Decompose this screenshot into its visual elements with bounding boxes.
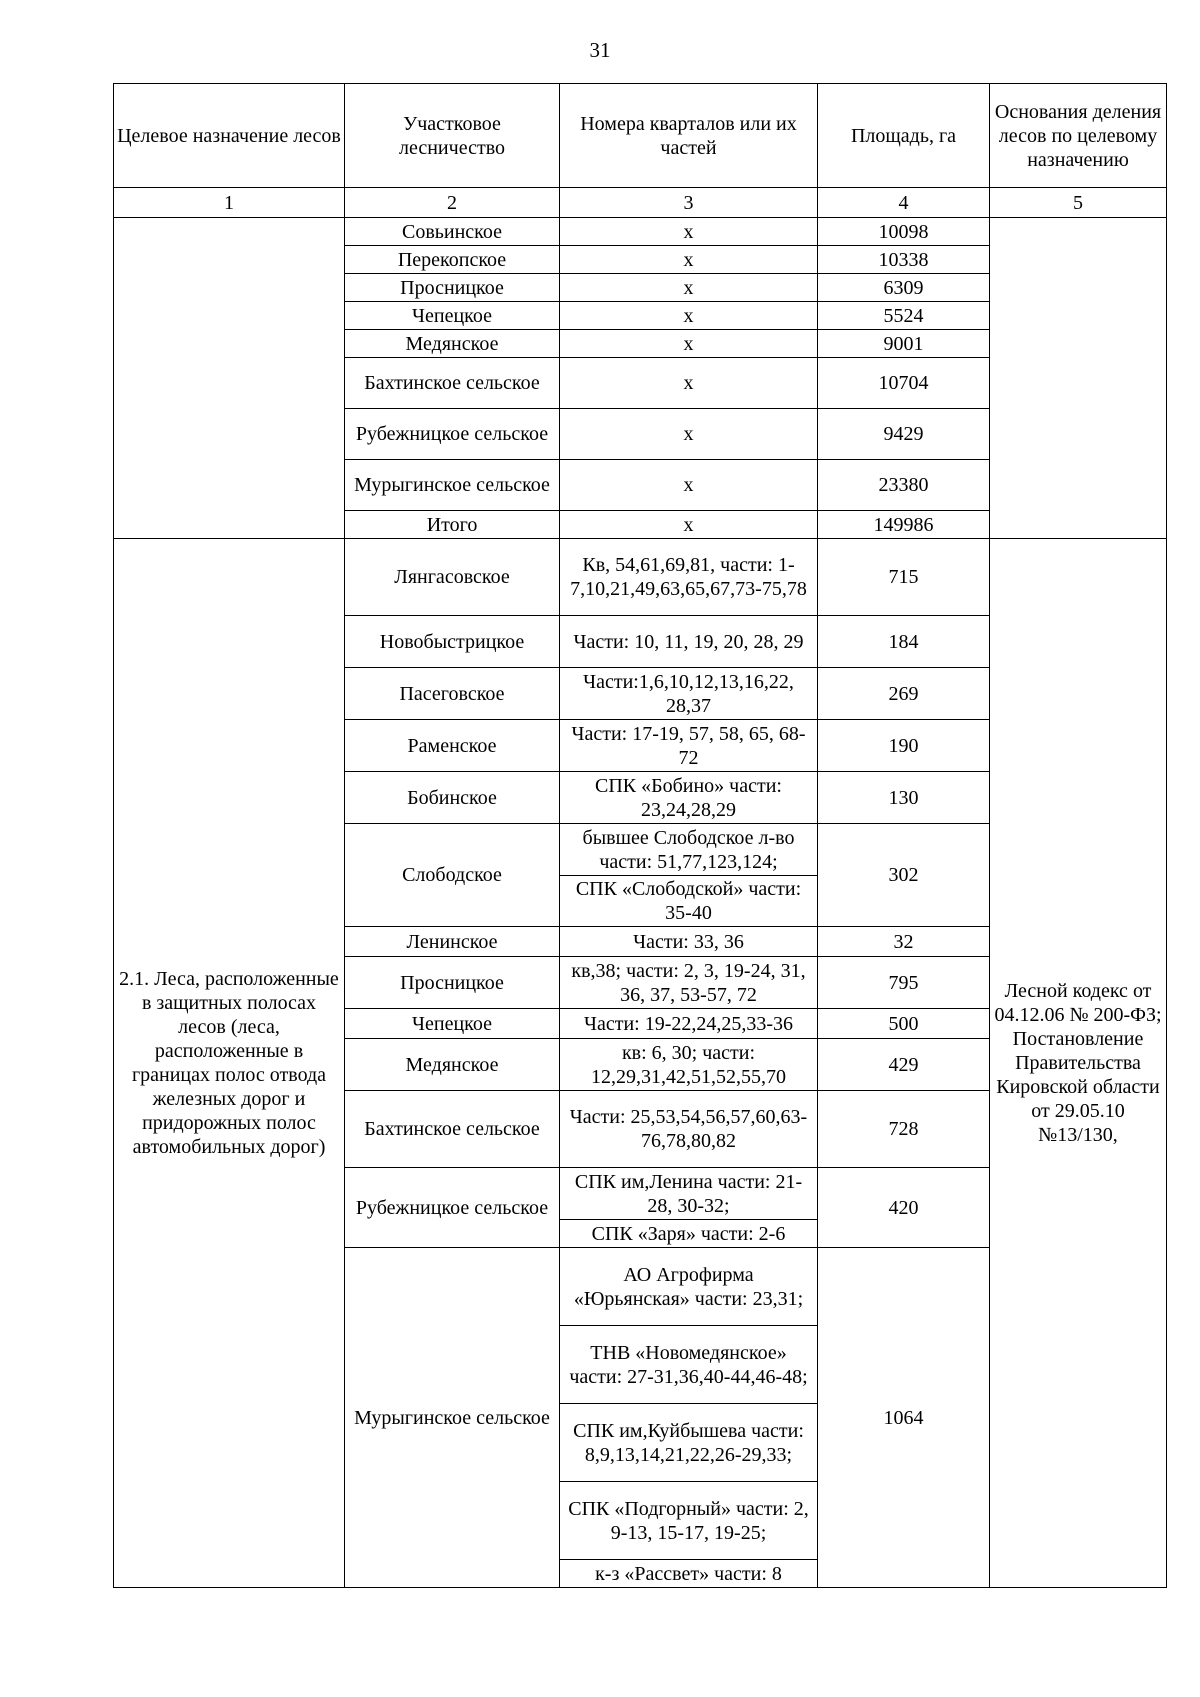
quarters-cell: x (560, 274, 818, 302)
quarters-cell: Кв, 54,61,69,81, части: 1-7,10,21,49,63,65,67,73-75,78 (560, 539, 818, 616)
total-label: Итого (345, 511, 560, 539)
quarters-cell: кв: 6, 30; части: 12,29,31,42,51,52,55,70 (560, 1039, 818, 1091)
area-cell: 302 (818, 824, 990, 927)
quarters-cell: x (560, 218, 818, 246)
area-cell: 9001 (818, 330, 990, 358)
forestry-cell: Бахтинское сельское (345, 1091, 560, 1168)
area-cell: 795 (818, 957, 990, 1009)
forestry-cell: Рубежницкое сельское (345, 409, 560, 460)
quarters-cell: Части: 33, 36 (560, 927, 818, 957)
quarters-cell: СПК «Подгорный» части: 2, 9-13, 15-17, 19-25; (560, 1482, 818, 1560)
basis-cell: Лесной кодекс от 04.12.06 № 200-ФЗ; Постановление Правительства Кировской области от 29.05.10 №13/130, (990, 539, 1167, 1588)
quarters-cell: Части: 25,53,54,56,57,60,63-76,78,80,82 (560, 1091, 818, 1168)
forestry-cell: Совьинское (345, 218, 560, 246)
area-cell: 1064 (818, 1248, 990, 1588)
forestry-cell: Медянское (345, 330, 560, 358)
quarters-cell: Части: 17-19, 57, 58, 65, 68-72 (560, 720, 818, 772)
column-header: Целевое назначение лесов (114, 84, 345, 188)
forestry-cell: Слободское (345, 824, 560, 927)
area-cell: 715 (818, 539, 990, 616)
forestry-cell: Чепецкое (345, 1009, 560, 1039)
quarters-cell: СПК «Бобино» части: 23,24,28,29 (560, 772, 818, 824)
area-cell: 10098 (818, 218, 990, 246)
area-cell: 32 (818, 927, 990, 957)
forestry-cell: Лянгасовское (345, 539, 560, 616)
quarters-cell: x (560, 358, 818, 409)
area-cell: 9429 (818, 409, 990, 460)
forest-purpose-table (113, 83, 1167, 1588)
quarters-cell: бывшее Слободское л-во части: 51,77,123,124; (560, 824, 818, 876)
table-row (114, 539, 1167, 616)
column-number: 4 (818, 188, 990, 218)
forestry-cell: Просницкое (345, 957, 560, 1009)
area-cell: 184 (818, 616, 990, 668)
forestry-cell: Новобыстрицкое (345, 616, 560, 668)
area-cell: 6309 (818, 274, 990, 302)
area-cell: 5524 (818, 302, 990, 330)
area-cell: 23380 (818, 460, 990, 511)
purpose-cell: 2.1. Леса, расположенные в защитных полосах лесов (леса, расположенные в границах полос отвода железных дорог и придорожных полос автомобильных дорог) (114, 539, 345, 1588)
forestry-cell: Перекопское (345, 246, 560, 274)
quarters-cell: СПК им,Куйбышева части: 8,9,13,14,21,22,26-29,33; (560, 1404, 818, 1482)
column-number: 2 (345, 188, 560, 218)
basis-cell-empty (990, 218, 1167, 539)
column-header: Номера кварталов или их частей (560, 84, 818, 188)
area-cell: 190 (818, 720, 990, 772)
quarters-cell: СПК «Заря» части: 2-6 (560, 1220, 818, 1248)
quarters-cell: СПК «Слободской» части: 35-40 (560, 876, 818, 927)
column-number: 3 (560, 188, 818, 218)
area-cell: 10704 (818, 358, 990, 409)
quarters-cell: x (560, 246, 818, 274)
area-cell: 728 (818, 1091, 990, 1168)
quarters-cell: к-з «Рассвет» части: 8 (560, 1560, 818, 1588)
forestry-cell: Раменское (345, 720, 560, 772)
quarters-cell: СПК им,Ленина части: 21-28, 30-32; (560, 1168, 818, 1220)
area-cell: 10338 (818, 246, 990, 274)
column-number: 1 (114, 188, 345, 218)
forestry-cell: Рубежницкое сельское (345, 1168, 560, 1248)
quarters-cell: Части: 19-22,24,25,33-36 (560, 1009, 818, 1039)
table-row (114, 218, 1167, 246)
quarters-cell: кв,38; части: 2, 3, 19-24, 31, 36, 37, 53-57, 72 (560, 957, 818, 1009)
quarters-cell: Части:1,6,10,12,13,16,22, 28,37 (560, 668, 818, 720)
column-header: Основания деления лесов по целевому назначению (990, 84, 1167, 188)
forestry-cell: Бобинское (345, 772, 560, 824)
column-number: 5 (990, 188, 1167, 218)
column-number-row (114, 188, 1167, 218)
quarters-cell: Части: 10, 11, 19, 20, 28, 29 (560, 616, 818, 668)
area-cell: 429 (818, 1039, 990, 1091)
area-cell: 269 (818, 668, 990, 720)
page-number: 31 (589, 38, 611, 62)
column-header: Участковое лесничество (345, 84, 560, 188)
quarters-cell: x (560, 409, 818, 460)
area-cell: 500 (818, 1009, 990, 1039)
area-cell: 420 (818, 1168, 990, 1248)
quarters-cell: x (560, 302, 818, 330)
forestry-cell: Просницкое (345, 274, 560, 302)
header-row (114, 84, 1167, 188)
quarters-cell: ТНВ «Новомедянское» части: 27-31,36,40-44,46-48; (560, 1326, 818, 1404)
total-quarters: x (560, 511, 818, 539)
forestry-cell: Мурыгинское сельское (345, 1248, 560, 1588)
forestry-cell: Пасеговское (345, 668, 560, 720)
purpose-cell-empty (114, 218, 345, 539)
area-cell: 130 (818, 772, 990, 824)
forestry-cell: Мурыгинское сельское (345, 460, 560, 511)
quarters-cell: x (560, 460, 818, 511)
column-header: Площадь, га (818, 84, 990, 188)
quarters-cell: АО Агрофирма «Юрьянская» части: 23,31; (560, 1248, 818, 1326)
total-area: 149986 (818, 511, 990, 539)
forestry-cell: Ленинское (345, 927, 560, 957)
forestry-cell: Медянское (345, 1039, 560, 1091)
forestry-cell: Бахтинское сельское (345, 358, 560, 409)
quarters-cell: x (560, 330, 818, 358)
forestry-cell: Чепецкое (345, 302, 560, 330)
